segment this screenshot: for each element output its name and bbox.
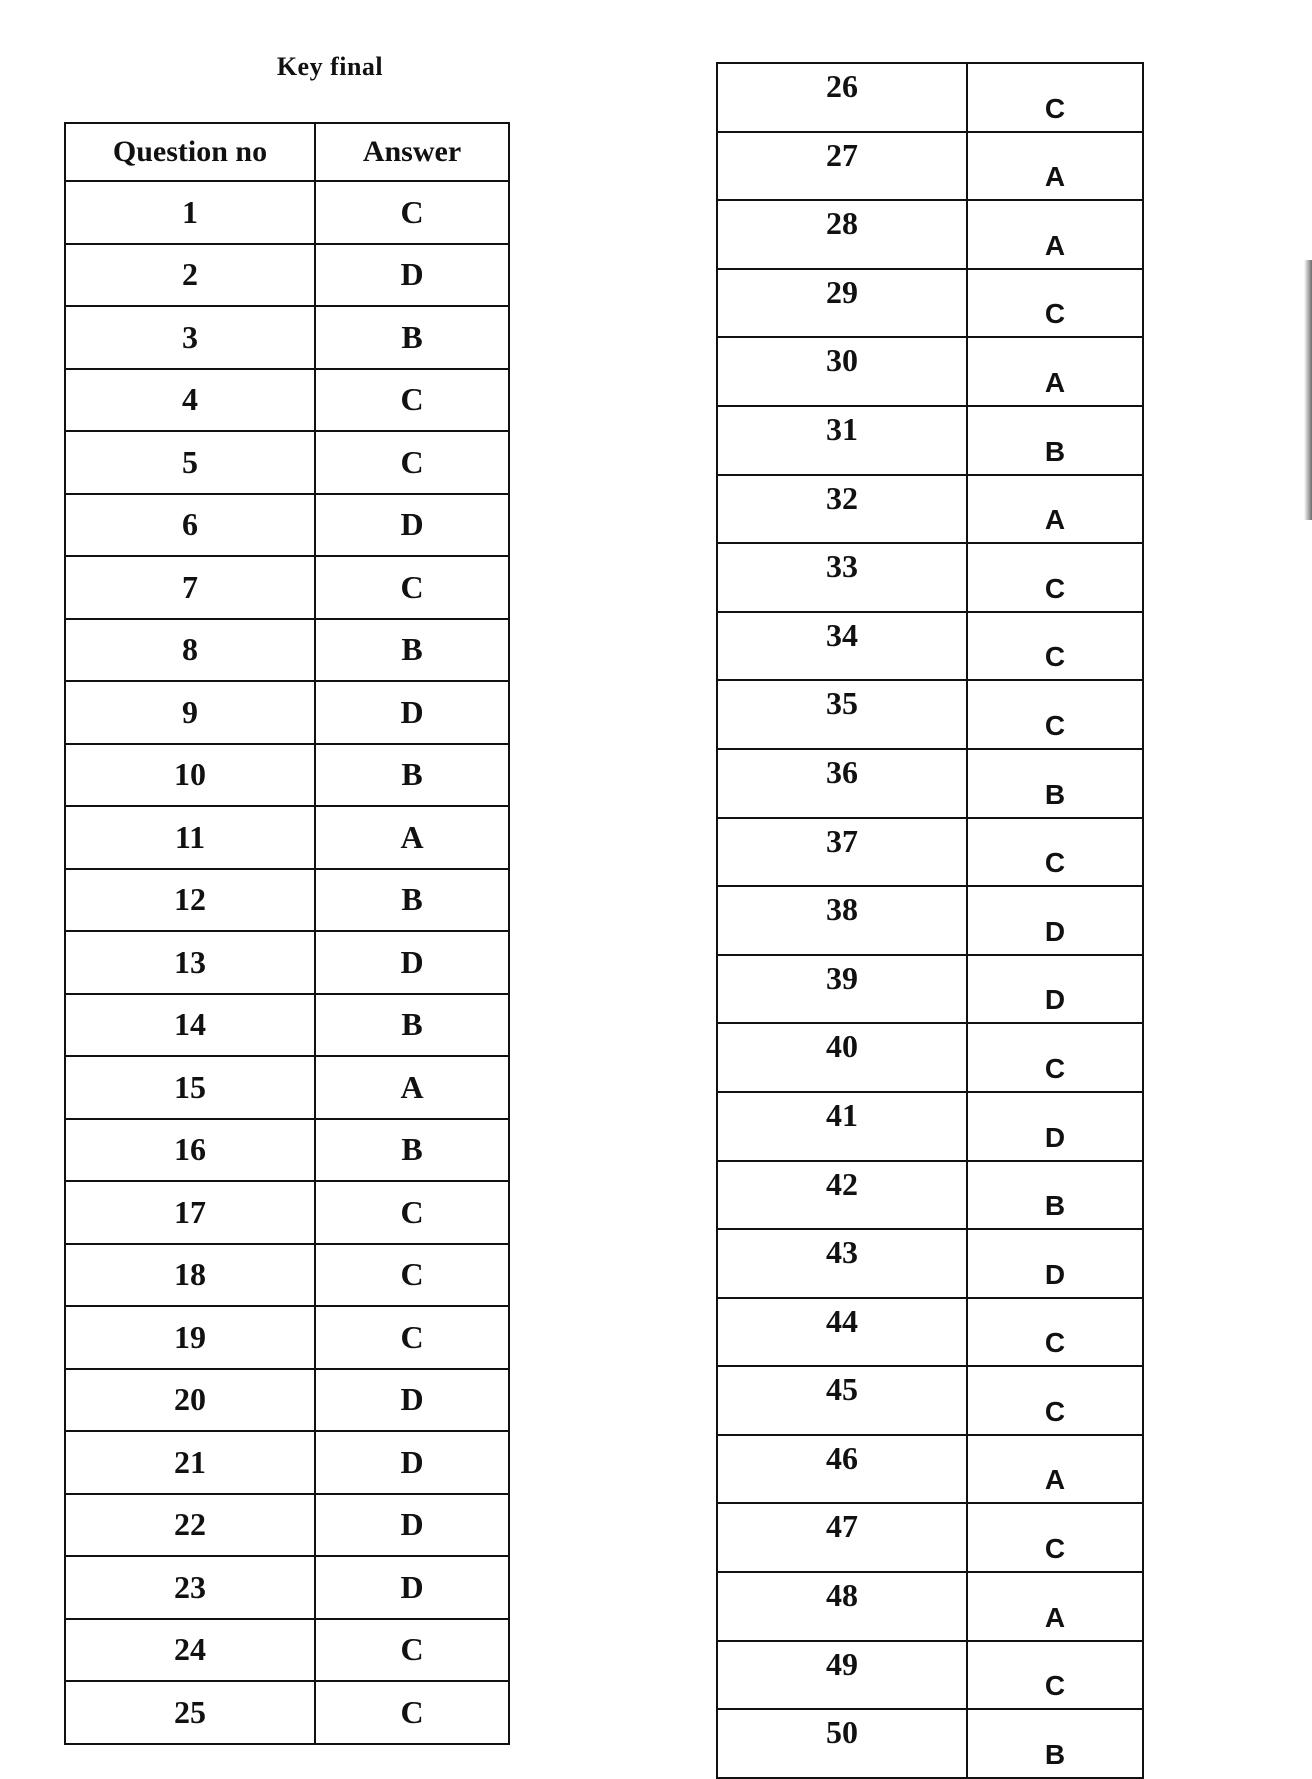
table-row bbox=[717, 543, 1143, 612]
table-row bbox=[717, 337, 1143, 406]
question-number-cell: 25 bbox=[65, 1681, 315, 1744]
answer-cell: D bbox=[315, 931, 509, 994]
answer-cell: C bbox=[315, 1244, 509, 1307]
table-row bbox=[717, 1366, 1143, 1435]
answer-cell: B bbox=[315, 744, 509, 807]
answer-cell: D bbox=[315, 244, 509, 307]
answer-cell: B bbox=[967, 1161, 1143, 1230]
question-number-cell: 24 bbox=[65, 1619, 315, 1682]
table-row bbox=[65, 1306, 509, 1369]
answer-key-table-right bbox=[716, 62, 1144, 1779]
answer-cell: A bbox=[967, 337, 1143, 406]
table-row bbox=[717, 680, 1143, 749]
table-row bbox=[65, 1056, 509, 1119]
question-number-cell: 16 bbox=[65, 1119, 315, 1182]
question-number-cell: 13 bbox=[65, 931, 315, 994]
answer-cell: B bbox=[315, 619, 509, 682]
table-row bbox=[65, 744, 509, 807]
answer-cell: B bbox=[315, 869, 509, 932]
table-row bbox=[717, 1298, 1143, 1367]
question-number-cell: 38 bbox=[717, 886, 967, 955]
answer-cell: A bbox=[967, 475, 1143, 544]
question-number-cell: 1 bbox=[65, 181, 315, 244]
table-row bbox=[717, 1503, 1143, 1572]
answer-cell: B bbox=[315, 1119, 509, 1182]
question-number-cell: 2 bbox=[65, 244, 315, 307]
question-number-cell: 46 bbox=[717, 1435, 967, 1504]
table-row bbox=[65, 306, 509, 369]
page-title: Key final bbox=[276, 52, 384, 81]
answer-cell: C bbox=[315, 181, 509, 244]
answer-cell: C bbox=[967, 543, 1143, 612]
table-row bbox=[717, 1023, 1143, 1092]
question-number-cell: 36 bbox=[717, 749, 967, 818]
answer-cell: C bbox=[967, 269, 1143, 338]
answer-key-body-right bbox=[717, 63, 1143, 1778]
question-number-cell: 33 bbox=[717, 543, 967, 612]
question-number-cell: 5 bbox=[65, 431, 315, 494]
table-row bbox=[65, 431, 509, 494]
question-number-cell: 15 bbox=[65, 1056, 315, 1119]
table-row bbox=[65, 1556, 509, 1619]
question-number-cell: 31 bbox=[717, 406, 967, 475]
table-row bbox=[717, 406, 1143, 475]
table-row bbox=[717, 1092, 1143, 1161]
answer-cell: C bbox=[315, 1681, 509, 1744]
question-number-cell: 29 bbox=[717, 269, 967, 338]
question-number-cell: 6 bbox=[65, 494, 315, 557]
answer-cell: D bbox=[315, 1431, 509, 1494]
question-number-cell: 22 bbox=[65, 1494, 315, 1557]
question-number-cell: 17 bbox=[65, 1181, 315, 1244]
answer-cell: B bbox=[967, 749, 1143, 818]
answer-key-body-left bbox=[65, 181, 509, 1744]
answer-cell: D bbox=[967, 955, 1143, 1024]
question-number-cell: 49 bbox=[717, 1641, 967, 1710]
question-number-cell: 18 bbox=[65, 1244, 315, 1307]
answer-cell: A bbox=[315, 1056, 509, 1119]
answer-cell: C bbox=[315, 431, 509, 494]
table-header-row bbox=[65, 123, 509, 181]
answer-cell: B bbox=[967, 406, 1143, 475]
question-number-cell: 32 bbox=[717, 475, 967, 544]
answer-cell: A bbox=[967, 132, 1143, 201]
answer-cell: A bbox=[967, 1572, 1143, 1641]
question-number-cell: 34 bbox=[717, 612, 967, 681]
question-number-cell: 8 bbox=[65, 619, 315, 682]
answer-cell: D bbox=[315, 1369, 509, 1432]
answer-cell: D bbox=[315, 681, 509, 744]
answer-cell: C bbox=[315, 369, 509, 432]
answer-cell: C bbox=[967, 1641, 1143, 1710]
answer-cell: C bbox=[967, 1503, 1143, 1572]
answer-cell: D bbox=[967, 1092, 1143, 1161]
table-row bbox=[65, 1181, 509, 1244]
table-row bbox=[65, 994, 509, 1057]
question-number-cell: 40 bbox=[717, 1023, 967, 1092]
answer-cell: A bbox=[967, 1435, 1143, 1504]
answer-cell: C bbox=[315, 556, 509, 619]
question-number-cell: 10 bbox=[65, 744, 315, 807]
question-number-cell: 7 bbox=[65, 556, 315, 619]
question-number-cell: 27 bbox=[717, 132, 967, 201]
table-row bbox=[65, 869, 509, 932]
question-number-cell: 47 bbox=[717, 1503, 967, 1572]
question-number-cell: 23 bbox=[65, 1556, 315, 1619]
question-number-cell: 20 bbox=[65, 1369, 315, 1432]
table-row bbox=[65, 494, 509, 557]
question-number-cell: 9 bbox=[65, 681, 315, 744]
answer-cell: D bbox=[967, 1229, 1143, 1298]
table-row bbox=[65, 1494, 509, 1557]
table-row bbox=[65, 1369, 509, 1432]
question-no-header: Question no bbox=[65, 123, 315, 181]
table-row bbox=[717, 818, 1143, 887]
question-number-cell: 41 bbox=[717, 1092, 967, 1161]
table-row bbox=[717, 1709, 1143, 1778]
table-row bbox=[65, 1244, 509, 1307]
table-row bbox=[65, 369, 509, 432]
question-number-cell: 4 bbox=[65, 369, 315, 432]
table-row bbox=[717, 475, 1143, 544]
question-number-cell: 44 bbox=[717, 1298, 967, 1367]
table-row bbox=[65, 681, 509, 744]
scan-edge-shadow bbox=[1304, 260, 1312, 520]
answer-cell: C bbox=[967, 63, 1143, 132]
table-row bbox=[65, 244, 509, 307]
answer-key-table-left bbox=[64, 122, 510, 1745]
answer-cell: C bbox=[967, 612, 1143, 681]
answer-cell: C bbox=[315, 1306, 509, 1369]
question-number-cell: 19 bbox=[65, 1306, 315, 1369]
answer-cell: D bbox=[315, 1556, 509, 1619]
table-row bbox=[717, 1229, 1143, 1298]
question-number-cell: 28 bbox=[717, 200, 967, 269]
question-number-cell: 50 bbox=[717, 1709, 967, 1778]
answer-cell: B bbox=[315, 994, 509, 1057]
table-row bbox=[717, 269, 1143, 338]
table-row bbox=[717, 63, 1143, 132]
table-row bbox=[65, 931, 509, 994]
table-row bbox=[65, 1619, 509, 1682]
question-number-cell: 14 bbox=[65, 994, 315, 1057]
question-number-cell: 11 bbox=[65, 806, 315, 869]
table-row bbox=[717, 749, 1143, 818]
table-row bbox=[65, 556, 509, 619]
table-row bbox=[65, 619, 509, 682]
question-number-cell: 42 bbox=[717, 1161, 967, 1230]
question-number-cell: 26 bbox=[717, 63, 967, 132]
question-number-cell: 30 bbox=[717, 337, 967, 406]
answer-cell: D bbox=[315, 1494, 509, 1557]
answer-cell: B bbox=[967, 1709, 1143, 1778]
question-number-cell: 48 bbox=[717, 1572, 967, 1641]
table-row bbox=[717, 1435, 1143, 1504]
answer-cell: D bbox=[315, 494, 509, 557]
answer-cell: C bbox=[315, 1181, 509, 1244]
question-number-cell: 37 bbox=[717, 818, 967, 887]
answer-cell: C bbox=[967, 1298, 1143, 1367]
table-row bbox=[717, 1641, 1143, 1710]
answer-cell: C bbox=[967, 1366, 1143, 1435]
question-number-cell: 43 bbox=[717, 1229, 967, 1298]
table-row bbox=[717, 612, 1143, 681]
question-number-cell: 39 bbox=[717, 955, 967, 1024]
answer-cell: C bbox=[967, 1023, 1143, 1092]
table-row bbox=[65, 806, 509, 869]
answer-cell: A bbox=[315, 806, 509, 869]
answer-cell: D bbox=[967, 886, 1143, 955]
question-number-cell: 45 bbox=[717, 1366, 967, 1435]
question-number-cell: 35 bbox=[717, 680, 967, 749]
table-row bbox=[717, 886, 1143, 955]
question-number-cell: 12 bbox=[65, 869, 315, 932]
question-number-cell: 3 bbox=[65, 306, 315, 369]
answer-cell: B bbox=[315, 306, 509, 369]
answer-cell: C bbox=[315, 1619, 509, 1682]
table-row bbox=[65, 1431, 509, 1494]
answer-cell: C bbox=[967, 680, 1143, 749]
table-row bbox=[65, 1681, 509, 1744]
question-number-cell: 21 bbox=[65, 1431, 315, 1494]
table-row bbox=[65, 181, 509, 244]
answer-cell: C bbox=[967, 818, 1143, 887]
table-row bbox=[717, 200, 1143, 269]
answer-cell: A bbox=[967, 200, 1143, 269]
table-row bbox=[717, 132, 1143, 201]
table-row bbox=[717, 1161, 1143, 1230]
table-row bbox=[65, 1119, 509, 1182]
table-row bbox=[717, 955, 1143, 1024]
answer-header: Answer bbox=[315, 123, 509, 181]
table-row bbox=[717, 1572, 1143, 1641]
